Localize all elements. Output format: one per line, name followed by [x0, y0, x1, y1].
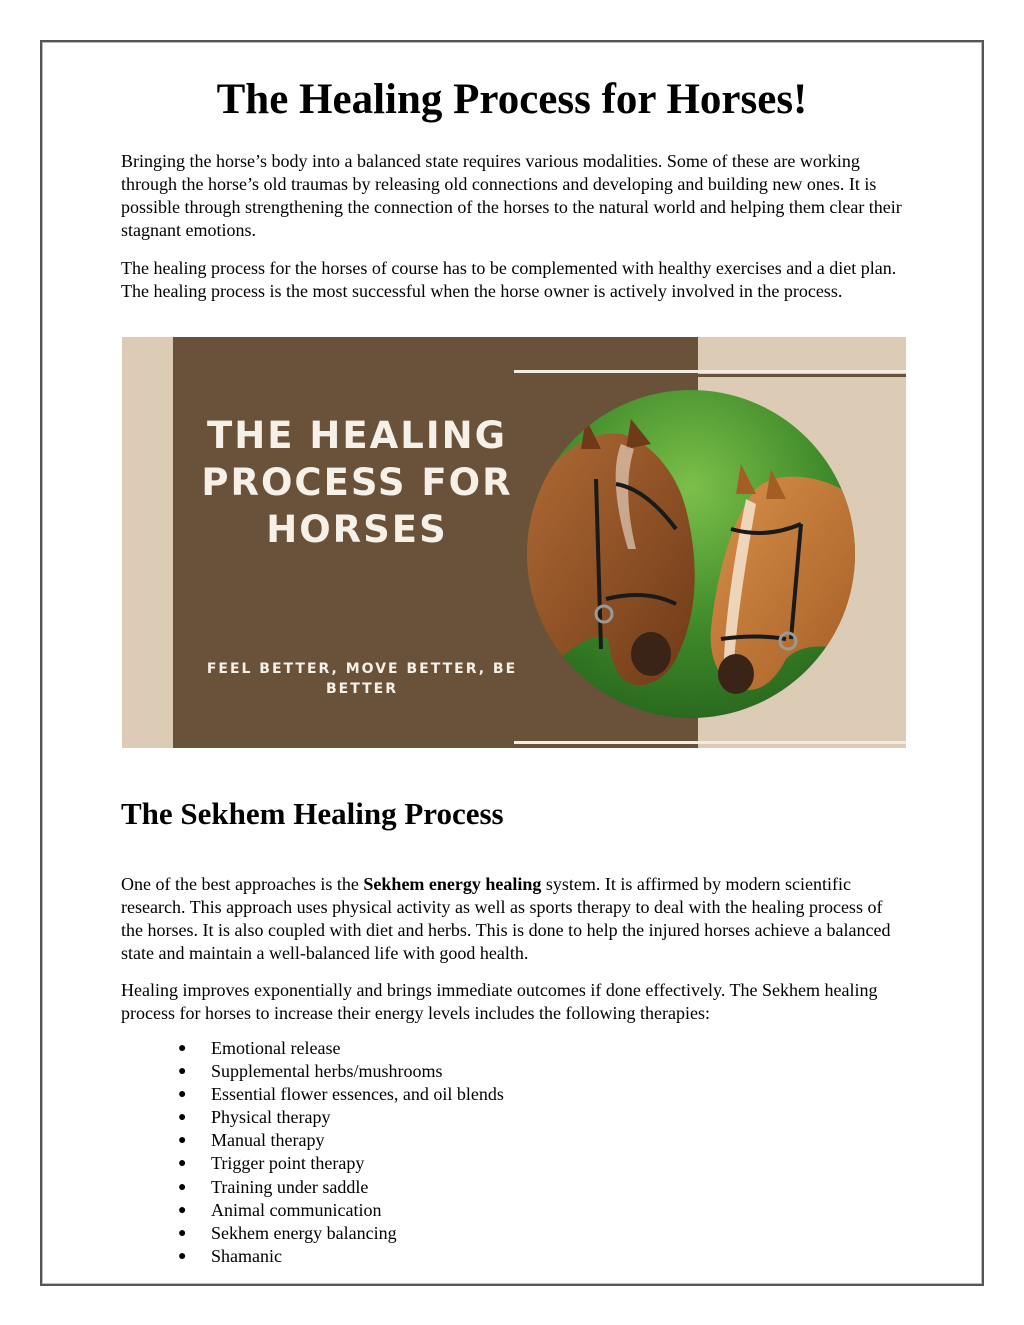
list-item-label: Trigger point therapy — [211, 1153, 365, 1174]
two-horses-photo — [526, 389, 856, 719]
page-title: The Healing Process for Horses! — [216, 76, 808, 123]
banner-headline-line: HORSES — [266, 508, 448, 551]
banner-headline — [182, 412, 532, 553]
section-paragraph-2: Healing improves exponentially and brings immediate outcomes if done effectively. The Sekhem healing process for horses to increase their energy levels includes the following therapies: — [121, 980, 878, 1023]
banner-divider-bottom — [514, 741, 906, 744]
list-item-label: Physical therapy — [211, 1107, 331, 1128]
banner-divider-top-dark — [698, 374, 906, 377]
paragraph-text: One of the best approaches is the — [121, 874, 364, 894]
bullet-icon: ● — [178, 1041, 187, 1056]
banner-divider-top — [514, 370, 906, 373]
bullet-icon: ● — [178, 1087, 187, 1103]
section-paragraph-1 — [121, 873, 906, 965]
list-item-label: Training under saddle — [211, 1176, 369, 1197]
banner-headline-line: PROCESS FOR — [201, 461, 513, 504]
list-item-label: Shamanic — [211, 1245, 282, 1266]
bullet-icon: ● — [178, 1225, 187, 1241]
section-heading: The Sekhem Healing Process — [121, 796, 504, 831]
list-item-label: Supplemental herbs/mushrooms — [211, 1061, 443, 1082]
bullet-icon: ● — [178, 1133, 187, 1149]
sekhem-bold-term: Sekhem energy healing — [363, 874, 542, 894]
bullet-icon: ● — [178, 1202, 187, 1218]
intro-paragraph-1: Bringing the horse’s body into a balanced state requires various modalities. Some of these are working through the horse’s old traumas by releasing old connections and developing and building new ones. It is possible through strengthening the connection of the horses to the natural world and helping them clear their stagnant emotions. — [121, 151, 902, 240]
list-item-label: Essential flower essences, and oil blends — [211, 1084, 504, 1105]
list-item-label: Animal communication — [211, 1199, 382, 1220]
list-item — [170, 1037, 504, 1060]
banner-tagline-line: BETTER — [326, 681, 398, 697]
banner-tagline-line: FEEL BETTER, MOVE BETTER, BE — [206, 661, 518, 677]
list-item-label: Sekhem energy balancing — [211, 1222, 397, 1243]
list-item-label: Manual therapy — [211, 1130, 325, 1151]
list-item — [170, 1222, 504, 1245]
list-item — [170, 1083, 504, 1106]
bullet-icon: ● — [178, 1110, 187, 1126]
banner-image — [122, 337, 906, 748]
list-item — [170, 1129, 504, 1152]
bullet-icon: ● — [178, 1248, 187, 1264]
banner-tagline — [202, 659, 522, 699]
bullet-icon: ● — [178, 1179, 187, 1195]
list-item-label: Emotional release — [211, 1038, 341, 1058]
intro-paragraph-2: The healing process for the horses of course has to be complemented with healthy exercises and a diet plan. The healing process is the most successful when the horse owner is actively involved in the process. — [121, 258, 897, 301]
paragraph-text: system. It is affirmed by modern scientific research. This approach uses physical activity as well as sports therapy to deal with the healing process of the horses. It is also coupled with diet and herbs. This is done to help the injured horses achieve a balanced state and maintain a well-balanced life with good health. — [121, 874, 891, 963]
list-item — [170, 1060, 504, 1083]
list-item — [170, 1152, 504, 1175]
banner-headline-line: THE HEALING — [207, 414, 507, 457]
bullet-icon: ● — [178, 1064, 187, 1080]
bullet-icon: ● — [178, 1156, 187, 1172]
list-item — [170, 1176, 504, 1199]
therapies-list — [170, 1037, 504, 1268]
list-item — [170, 1245, 504, 1268]
list-item — [170, 1106, 504, 1129]
list-item — [170, 1199, 504, 1222]
